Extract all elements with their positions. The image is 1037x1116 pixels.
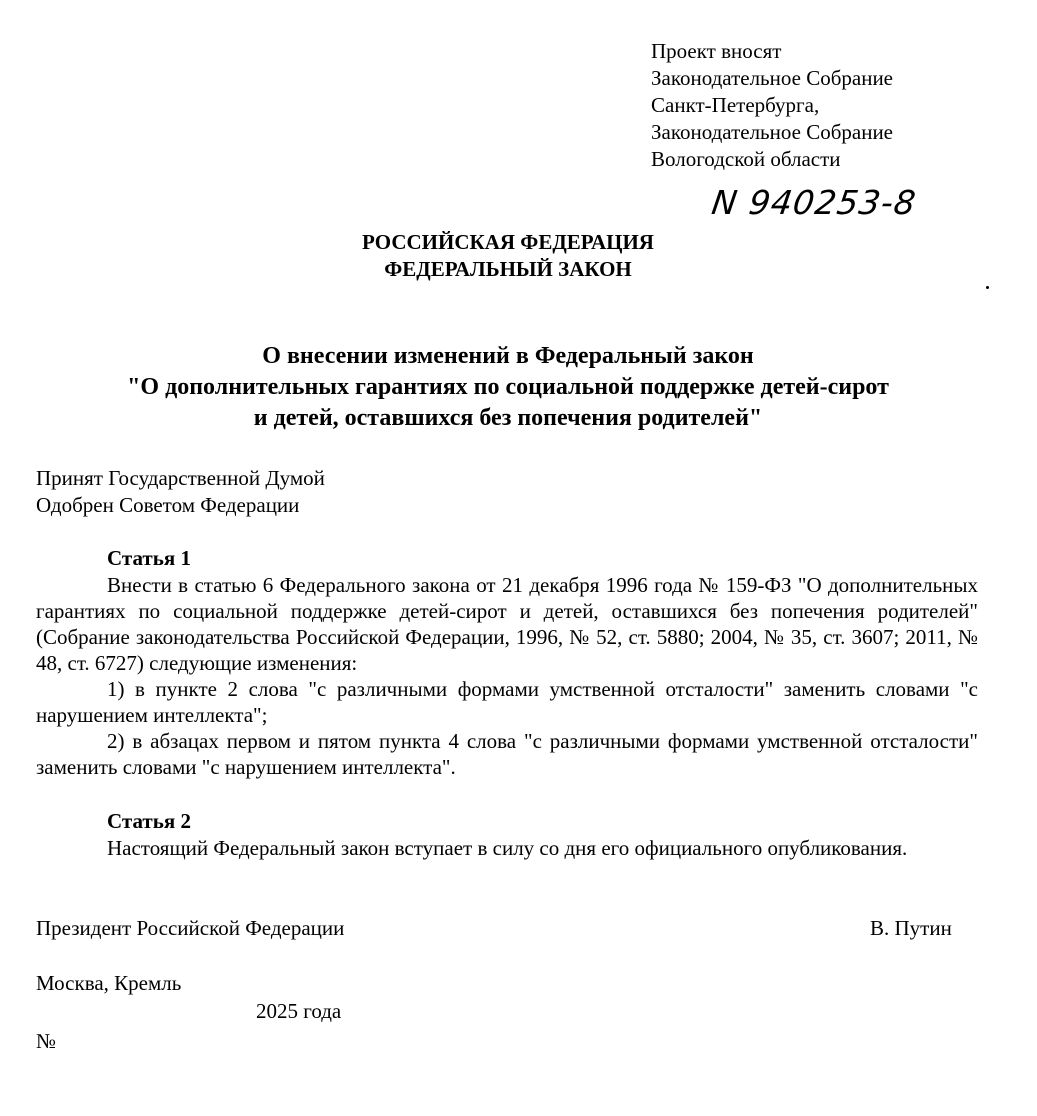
signatory-title: Президент Российской Федерации [36, 916, 345, 940]
handwritten-registration-number: N 940253-8 [709, 183, 919, 222]
submitters-line: Санкт-Петербурга, [651, 93, 820, 117]
article-paragraph: 2) в абзацах первом и пятом пункта 4 слова "с различными формами умственной отсталости" заменить словами "с нарушением интеллекта". [36, 729, 978, 779]
submitters-line: Проект вносят [651, 39, 782, 63]
doc-type-heading: ФЕДЕРАЛЬНЫЙ ЗАКОН [384, 257, 632, 281]
article-2 [36, 808, 978, 861]
document-header [0, 229, 1016, 283]
law-title-line: "О дополнительных гарантиях по социальной поддержке детей-сирот [127, 374, 889, 400]
law-title-line: О внесении изменений в Федеральный закон [262, 343, 754, 369]
article-1 [36, 545, 978, 780]
article-paragraph: Внести в статью 6 Федерального закона от 21 декабря 1996 года № 159-ФЗ "О дополнительных гарантиях по социальной поддержке детей-сирот и детей, оставшихся без попечения родителей" (Собрание законодательства Российской Федерации, 1996, № 52, ст. 5880; 2004, № 35, ст. 3607; 2011, № 48, ст. 6727) следующие изменения: [36, 573, 978, 675]
country-heading: РОССИЙСКАЯ ФЕДЕРАЦИЯ [362, 230, 654, 254]
law-number-label: № [36, 1029, 57, 1053]
approved-by-council: Одобрен Советом Федерации [36, 493, 300, 517]
submitters-line: Законодательное Собрание [651, 120, 894, 144]
article-heading: Статья 2 [107, 809, 191, 833]
adoption-block [36, 465, 325, 519]
signatory-name: В. Путин [870, 916, 952, 940]
adopted-by-duma: Принят Государственной Думой [36, 466, 325, 490]
signing-year: 2025 года [256, 999, 342, 1023]
article-heading: Статья 1 [107, 546, 191, 570]
submitters-line: Законодательное Собрание [651, 66, 894, 90]
article-paragraph: Настоящий Федеральный закон вступает в силу со дня его официального опубликования. [107, 836, 908, 860]
scan-speck [986, 286, 989, 289]
law-title [0, 341, 1016, 434]
signing-place: Москва, Кремль [36, 971, 182, 995]
law-title-line: и детей, оставшихся без попечения родителей" [253, 405, 763, 431]
submitters-line: Вологодской области [651, 147, 841, 171]
article-paragraph: 1) в пункте 2 слова "с различными формами умственной отсталости" заменить словами "с нарушением интеллекта"; [36, 677, 978, 727]
submitters-block [651, 38, 991, 173]
